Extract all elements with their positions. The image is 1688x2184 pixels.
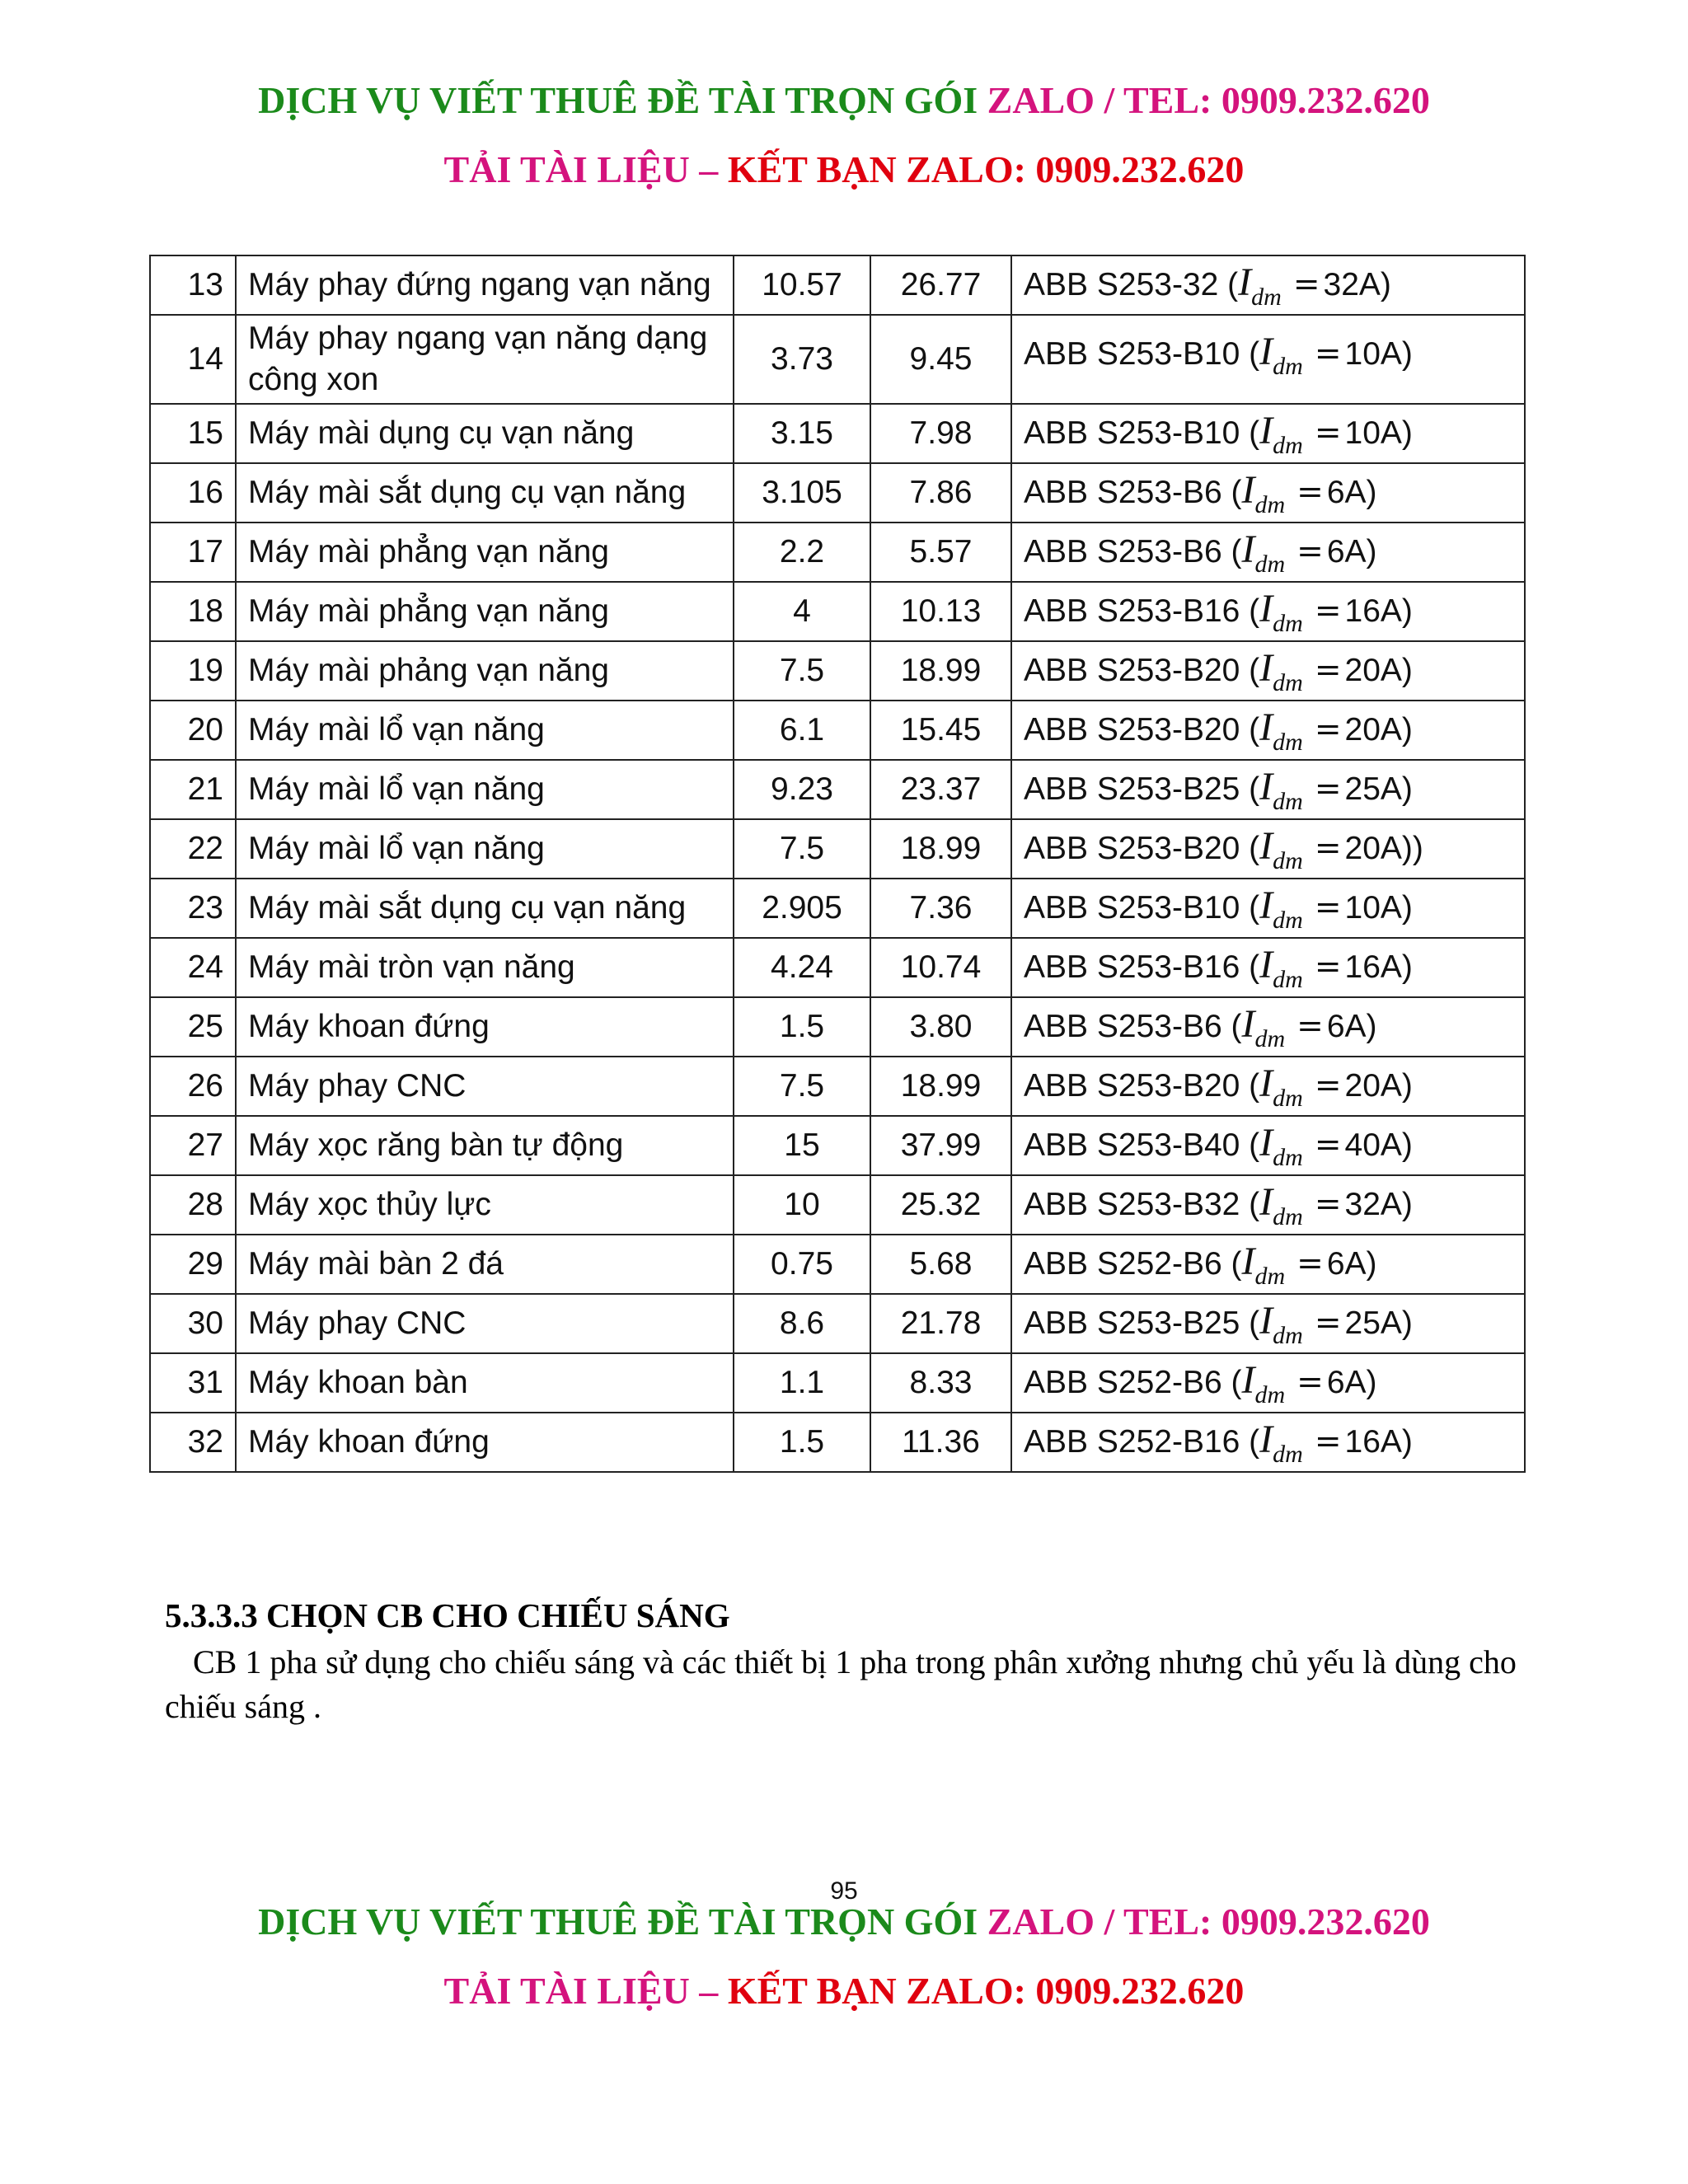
circuit-breaker [1011,997,1525,1057]
table-row [150,938,1525,997]
equals-sign: = [1296,532,1324,570]
table-row [150,1116,1525,1175]
cb-model: ABB S253-B16 ( [1024,949,1260,985]
rated-current-letter: I [1259,705,1273,749]
circuit-breaker [1011,582,1525,641]
row-number: 27 [150,1116,236,1175]
rated-current-subscript: dm [1273,1321,1303,1349]
machine-name: Máy phay đứng ngang vạn năng [236,255,734,315]
table-row [150,819,1525,879]
rated-current-letter: I [1241,1357,1255,1402]
machine-name: Máy mài bàn 2 đá [236,1235,734,1294]
circuit-breaker [1011,255,1525,315]
equals-sign: = [1314,710,1342,748]
equals-sign: = [1314,888,1342,926]
rated-current-letter: I [1259,883,1273,927]
cb-rating: 6A) [1326,1008,1377,1044]
rated-current-letter: I [1259,645,1273,690]
cb-model: ABB S253-B10 ( [1024,336,1260,372]
machine-name: Máy mài tròn vạn năng [236,938,734,997]
power-kw: 1.5 [734,997,870,1057]
banner-add-friend-zalo: KẾT BẠN ZALO: 0909.232.620 [727,148,1245,190]
rated-current-symbol [1241,527,1286,578]
banner-service-text: DỊCH VỤ VIẾT THUÊ ĐỀ TÀI TRỌN GÓI [258,1900,987,1943]
rated-current-letter: I [1259,1179,1273,1224]
equals-sign: = [1314,335,1342,373]
current-a: 21.78 [870,1294,1011,1353]
circuit-breaker [1011,1294,1525,1353]
circuit-breaker [1011,315,1525,404]
equals-sign: = [1314,1126,1342,1164]
banner-bottom-line-2 [0,1966,1688,2016]
cb-rating: 20A) [1344,1067,1413,1104]
row-number: 22 [150,819,236,879]
rated-current-symbol [1259,1120,1303,1171]
equals-sign: = [1296,1244,1324,1282]
page-number: 95 [830,1877,858,1905]
current-a: 9.45 [870,315,1011,404]
machine-name: Máy mài phảng vạn năng [236,641,734,701]
current-a: 7.98 [870,404,1011,463]
table-row [150,1175,1525,1235]
rated-current-symbol [1259,330,1303,380]
rated-current-subscript: dm [1273,431,1303,459]
cb-rating: 6A) [1326,1245,1377,1282]
rated-current-symbol [1259,1179,1303,1230]
equals-sign: = [1296,473,1324,511]
current-a: 5.57 [870,523,1011,582]
cb-rating: 32A) [1323,266,1391,302]
table-row [150,582,1525,641]
circuit-breaker [1011,1353,1525,1413]
cb-model: ABB S253-B25 ( [1024,1305,1260,1341]
rated-current-symbol [1259,823,1303,874]
power-kw: 0.75 [734,1235,870,1294]
cb-model: ABB S253-B20 ( [1024,1067,1260,1104]
rated-current-symbol [1259,764,1303,815]
cb-model: ABB S253-B10 ( [1024,415,1260,451]
power-kw: 2.905 [734,879,870,938]
row-number: 18 [150,582,236,641]
rated-current-letter: I [1259,330,1273,373]
cb-model: ABB S252-B6 ( [1024,1364,1242,1400]
circuit-breaker [1011,879,1525,938]
cb-rating: 20A) [1344,652,1413,688]
power-kw: 3.105 [734,463,870,523]
circuit-breaker [1011,1235,1525,1294]
table-row [150,1235,1525,1294]
cb-rating: 32A) [1344,1186,1413,1222]
equals-sign: = [1314,1422,1342,1460]
cb-rating: 16A) [1344,949,1413,985]
cb-rating: 6A) [1326,474,1377,510]
rated-current-symbol [1238,260,1282,311]
circuit-breaker [1011,641,1525,701]
power-kw: 3.15 [734,404,870,463]
table-row [150,1057,1525,1116]
machine-name: Máy mài sắt dụng cụ vạn năng [236,879,734,938]
rated-current-subscript: dm [1273,668,1303,696]
row-number: 23 [150,879,236,938]
power-kw: 7.5 [734,1057,870,1116]
rated-current-letter: I [1259,1120,1273,1165]
power-kw: 9.23 [734,760,870,819]
machine-name: Máy phay ngang vạn năng dạng công xon [236,315,734,404]
machine-name: Máy mài dụng cụ vạn năng [236,404,734,463]
banner-zalo-tel: ZALO / TEL: 0909.232.620 [987,1900,1430,1943]
power-kw: 1.1 [734,1353,870,1413]
circuit-breaker [1011,1175,1525,1235]
current-a: 18.99 [870,819,1011,879]
rated-current-letter: I [1259,764,1273,808]
cb-rating: 20A)) [1344,830,1423,866]
cb-rating: 10A) [1344,336,1413,372]
rated-current-subscript: dm [1273,353,1303,380]
power-kw: 7.5 [734,641,870,701]
machine-name: Máy xọc răng bàn tự động [236,1116,734,1175]
rated-current-symbol [1259,942,1303,993]
cb-model: ABB S252-B16 ( [1024,1423,1260,1460]
rated-current-subscript: dm [1273,1440,1303,1468]
rated-current-letter: I [1259,408,1273,452]
equals-sign: = [1314,770,1342,808]
machine-name: Máy khoan đứng [236,997,734,1057]
equals-sign: = [1314,592,1342,630]
row-number: 17 [150,523,236,582]
table-row [150,404,1525,463]
rated-current-symbol [1259,408,1303,459]
cb-rating: 25A) [1344,1305,1413,1341]
cb-model: ABB S253-B20 ( [1024,652,1260,688]
banner-top-line-1 [0,76,1688,125]
rated-current-symbol [1259,705,1303,756]
rated-current-letter: I [1259,1298,1273,1343]
power-kw: 6.1 [734,701,870,760]
rated-current-subscript: dm [1273,609,1303,637]
power-kw: 10 [734,1175,870,1235]
cb-rating: 6A) [1326,533,1377,569]
rated-current-subscript: dm [1273,846,1303,874]
power-kw: 8.6 [734,1294,870,1353]
equals-sign: = [1296,1007,1324,1045]
equals-sign: = [1314,1066,1342,1104]
row-number: 26 [150,1057,236,1116]
power-kw: 1.5 [734,1413,870,1472]
cb-rating: 20A) [1344,711,1413,748]
power-kw: 4 [734,582,870,641]
machine-name: Máy phay CNC [236,1057,734,1116]
cb-model: ABB S252-B6 ( [1024,1245,1242,1282]
current-a: 11.36 [870,1413,1011,1472]
cb-model: ABB S253-B20 ( [1024,711,1260,748]
machine-name: Máy mài sắt dụng cụ vạn năng [236,463,734,523]
current-a: 37.99 [870,1116,1011,1175]
rated-current-letter: I [1259,586,1273,630]
current-a: 26.77 [870,255,1011,315]
rated-current-subscript: dm [1273,787,1303,815]
power-kw: 2.2 [734,523,870,582]
rated-current-subscript: dm [1251,283,1282,311]
row-number: 30 [150,1294,236,1353]
banner-zalo-tel: ZALO / TEL: 0909.232.620 [987,79,1430,121]
rated-current-letter: I [1259,1417,1273,1461]
rated-current-subscript: dm [1273,906,1303,934]
equals-sign: = [1314,651,1342,689]
rated-current-symbol [1259,1417,1303,1468]
table-row [150,315,1525,404]
circuit-breaker [1011,463,1525,523]
rated-current-subscript: dm [1273,1143,1303,1171]
rated-current-letter: I [1241,527,1255,571]
machine-name: Máy mài lổ vạn năng [236,701,734,760]
rated-current-letter: I [1241,1001,1255,1046]
cb-selection-table [149,255,1526,1473]
machine-name: Máy mài phẳng vạn năng [236,582,734,641]
rated-current-symbol [1259,586,1303,637]
equals-sign: = [1314,1304,1342,1342]
table-row [150,523,1525,582]
banner-service-text: DỊCH VỤ VIẾT THUÊ ĐỀ TÀI TRỌN GÓI [258,79,987,121]
table-row [150,1413,1525,1472]
row-number: 25 [150,997,236,1057]
table-row [150,701,1525,760]
row-number: 15 [150,404,236,463]
banner-download-text: TẢI TÀI LIỆU – [443,148,728,190]
cb-rating: 10A) [1344,415,1413,451]
rated-current-subscript: dm [1254,1262,1286,1290]
circuit-breaker [1011,1116,1525,1175]
banner-top-line-2 [0,145,1688,194]
power-kw: 10.57 [734,255,870,315]
rated-current-subscript: dm [1273,728,1303,756]
current-a: 8.33 [870,1353,1011,1413]
section-paragraph: CB 1 pha sử dụng cho chiếu sáng và các thiết bị 1 pha trong phân xưởng nhưng chủ yếu là dùng cho chiếu sáng . [165,1643,1517,1725]
table-row [150,641,1525,701]
current-a: 18.99 [870,641,1011,701]
row-number: 31 [150,1353,236,1413]
rated-current-symbol [1241,1001,1286,1052]
machine-name: Máy mài lổ vạn năng [236,760,734,819]
row-number: 28 [150,1175,236,1235]
cb-rating: 6A) [1326,1364,1377,1400]
rated-current-letter: I [1259,942,1273,987]
row-number: 19 [150,641,236,701]
circuit-breaker [1011,938,1525,997]
power-kw: 4.24 [734,938,870,997]
cb-model: ABB S253-B25 ( [1024,771,1260,807]
rated-current-subscript: dm [1254,490,1286,518]
table-row [150,997,1525,1057]
equals-sign: = [1314,414,1342,452]
rated-current-symbol [1241,467,1286,518]
rated-current-subscript: dm [1273,1084,1303,1112]
cb-rating: 40A) [1344,1127,1413,1163]
machine-name: Máy phay CNC [236,1294,734,1353]
rated-current-subscript: dm [1273,965,1303,993]
circuit-breaker [1011,1057,1525,1116]
machine-name: Máy khoan đứng [236,1413,734,1472]
power-kw: 15 [734,1116,870,1175]
row-number: 14 [150,315,236,404]
current-a: 10.74 [870,938,1011,997]
table-row [150,255,1525,315]
machine-name: Máy khoan bàn [236,1353,734,1413]
circuit-breaker [1011,1413,1525,1472]
row-number: 32 [150,1413,236,1472]
rated-current-subscript: dm [1273,1202,1303,1230]
cb-model: ABB S253-B6 ( [1024,533,1242,569]
power-kw: 7.5 [734,819,870,879]
rated-current-letter: I [1259,1061,1273,1105]
rated-current-letter: I [1238,260,1252,304]
table-row [150,1353,1525,1413]
row-number: 21 [150,760,236,819]
cb-model: ABB S253-32 ( [1024,266,1239,302]
rated-current-symbol [1259,1061,1303,1112]
rated-current-symbol [1259,883,1303,934]
cb-rating: 16A) [1344,593,1413,629]
current-a: 15.45 [870,701,1011,760]
machine-name: Máy xọc thủy lực [236,1175,734,1235]
cb-model: ABB S253-B40 ( [1024,1127,1260,1163]
current-a: 23.37 [870,760,1011,819]
rated-current-symbol [1241,1239,1286,1290]
row-number: 24 [150,938,236,997]
equals-sign: = [1296,1363,1324,1401]
power-kw: 3.73 [734,315,870,404]
equals-sign: = [1292,265,1320,303]
cb-rating: 16A) [1344,1423,1413,1460]
banner-bottom-line-1 [0,1897,1688,1947]
table-row [150,463,1525,523]
cb-rating: 25A) [1344,771,1413,807]
table-row [150,879,1525,938]
row-number: 13 [150,255,236,315]
equals-sign: = [1314,948,1342,986]
equals-sign: = [1314,1185,1342,1223]
cb-model: ABB S253-B6 ( [1024,474,1242,510]
cb-model: ABB S253-B6 ( [1024,1008,1242,1044]
cb-rating: 10A) [1344,889,1413,926]
circuit-breaker [1011,819,1525,879]
banner-add-friend-zalo: KẾT BẠN ZALO: 0909.232.620 [727,1970,1245,2012]
rated-current-subscript: dm [1254,1380,1286,1408]
table-row [150,1294,1525,1353]
current-a: 7.36 [870,879,1011,938]
current-a: 3.80 [870,997,1011,1057]
circuit-breaker [1011,760,1525,819]
rated-current-subscript: dm [1254,550,1286,578]
rated-current-symbol [1259,645,1303,696]
current-a: 7.86 [870,463,1011,523]
machine-name: Máy mài lổ vạn năng [236,819,734,879]
rated-current-letter: I [1241,1239,1255,1283]
cb-model: ABB S253-B10 ( [1024,889,1260,926]
row-number: 20 [150,701,236,760]
banner-download-text: TẢI TÀI LIỆU – [443,1970,728,2012]
current-a: 10.13 [870,582,1011,641]
rated-current-letter: I [1259,823,1273,868]
cb-model: ABB S253-B32 ( [1024,1186,1260,1222]
rated-current-letter: I [1241,467,1255,512]
row-number: 16 [150,463,236,523]
cb-model: ABB S253-B20 ( [1024,830,1260,866]
cb-model: ABB S253-B16 ( [1024,593,1260,629]
circuit-breaker [1011,404,1525,463]
current-a: 25.32 [870,1175,1011,1235]
row-number: 29 [150,1235,236,1294]
table-row [150,760,1525,819]
equals-sign: = [1314,829,1342,867]
circuit-breaker [1011,701,1525,760]
machine-name: Máy mài phẳng vạn năng [236,523,734,582]
circuit-breaker [1011,523,1525,582]
rated-current-symbol [1259,1298,1303,1349]
section-heading: 5.3.3.3 CHỌN CB CHO CHIẾU SÁNG [165,1596,730,1634]
rated-current-symbol [1241,1357,1286,1408]
rated-current-subscript: dm [1254,1024,1286,1052]
current-a: 18.99 [870,1057,1011,1116]
current-a: 5.68 [870,1235,1011,1294]
